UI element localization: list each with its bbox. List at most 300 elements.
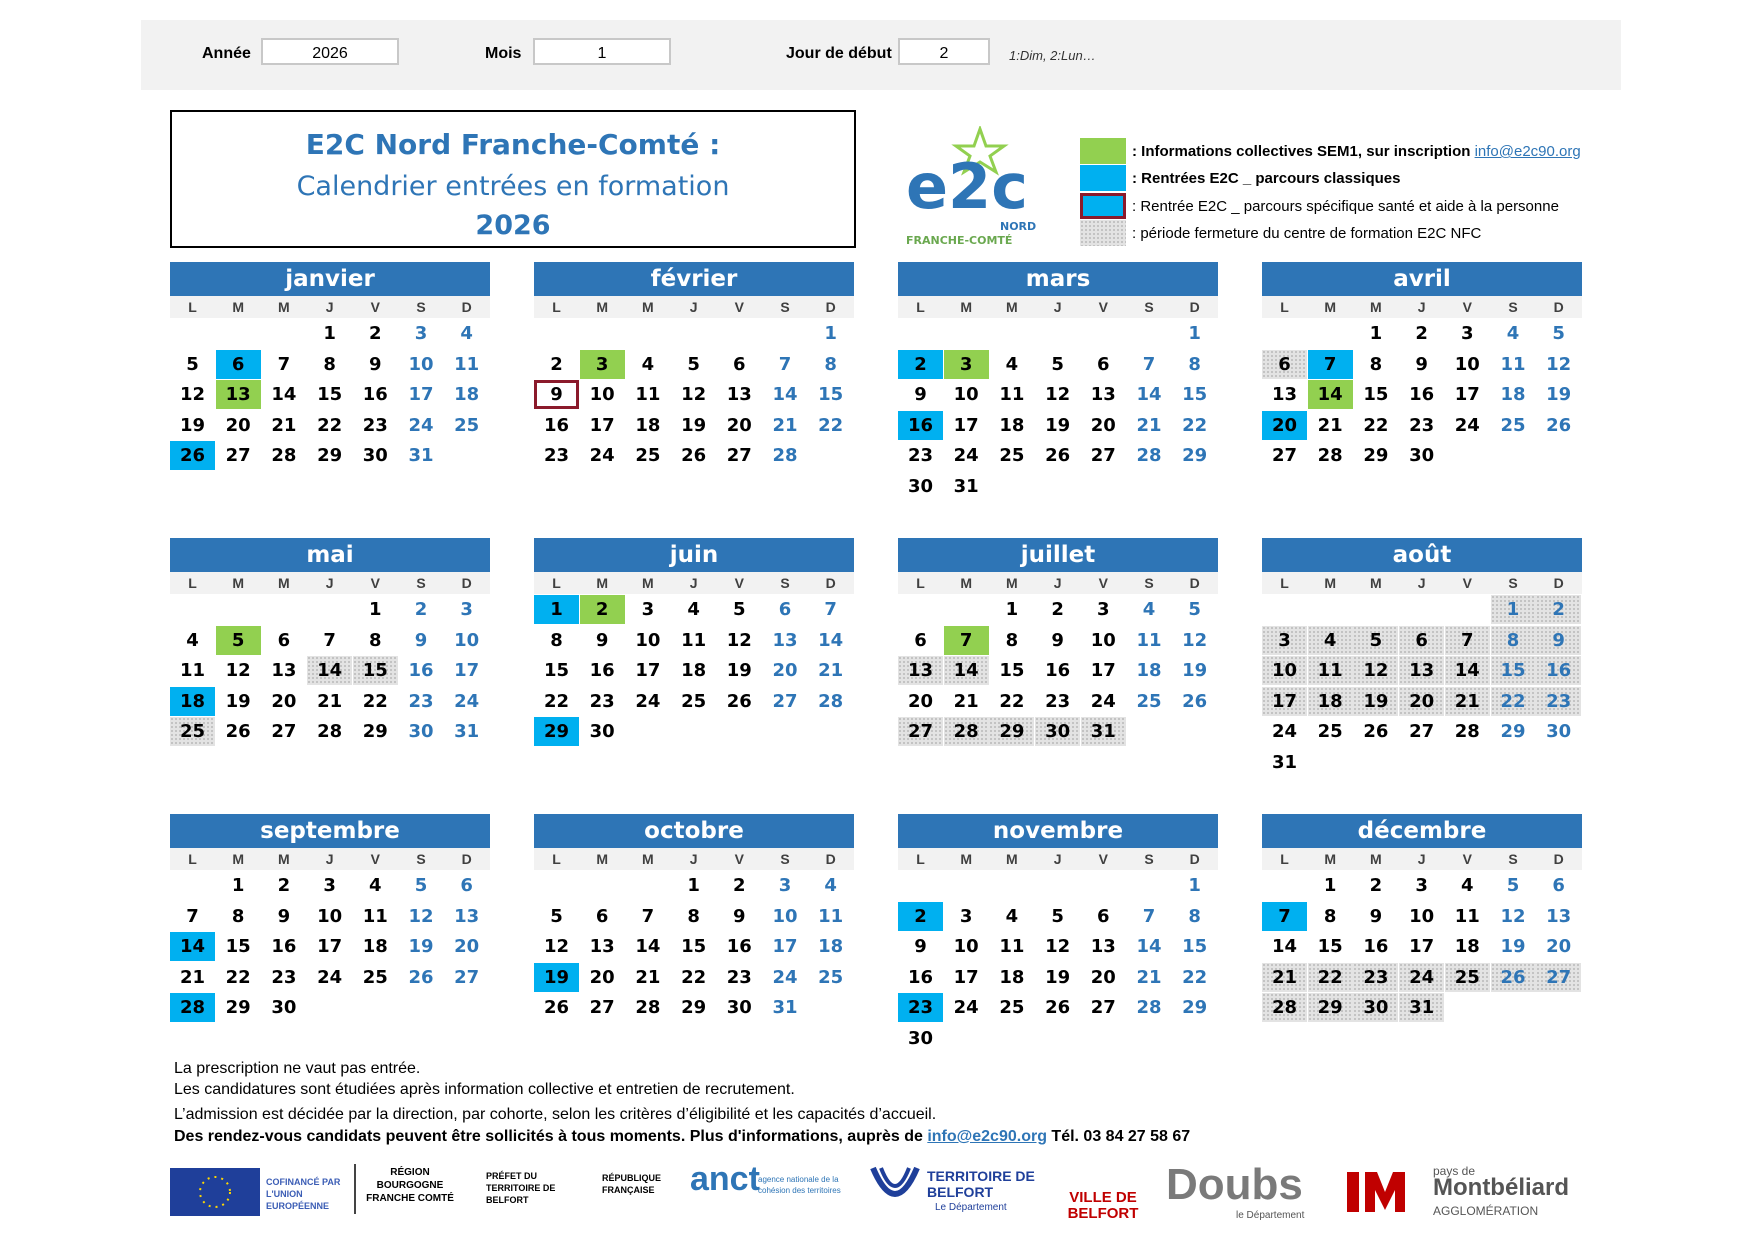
- day-cell: 10: [454, 629, 480, 651]
- day-cell: 11: [999, 936, 1025, 957]
- weekday-label: D: [825, 575, 836, 591]
- day-cell: 6: [1399, 626, 1444, 655]
- jour-debut-input[interactable]: 2: [898, 38, 990, 65]
- day-cell: 17: [317, 936, 343, 957]
- day-cell: 24: [772, 966, 798, 988]
- day-cell: 26: [1491, 963, 1536, 992]
- weekday-label: M: [642, 299, 654, 315]
- day-cell: 8: [1188, 353, 1201, 375]
- weekday-label: M: [232, 851, 245, 867]
- legend-text-red: : Rentrée E2C _ parcours spécifique santé et aide à la personne: [1132, 198, 1559, 215]
- day-cell: 26: [170, 441, 215, 470]
- day-cell: 13: [1271, 384, 1298, 405]
- day-cell: 21: [271, 414, 297, 436]
- day-cell: 23: [726, 966, 752, 988]
- day-cell: 12: [543, 936, 570, 957]
- weekday-label: M: [596, 851, 609, 867]
- day-cell: 11: [635, 384, 661, 405]
- weekday-header-row: [534, 296, 854, 318]
- day-cell: 18: [1308, 687, 1353, 716]
- day-cell: 17: [953, 966, 979, 988]
- day-cell: 8: [1491, 626, 1536, 655]
- day-cell: 5: [414, 875, 428, 896]
- day-cell: 19: [179, 414, 206, 436]
- day-cell: 31: [1081, 717, 1126, 746]
- day-cell: 14: [772, 384, 798, 405]
- weekday-label: L: [552, 575, 561, 591]
- day-cell: 27: [898, 717, 943, 746]
- weekday-label: J: [689, 851, 698, 867]
- day-cell: 18: [454, 384, 480, 405]
- day-cell: 5: [216, 626, 261, 655]
- weekday-header-row: [534, 572, 854, 594]
- day-cell: 12: [225, 660, 251, 681]
- day-cell: 21: [818, 660, 844, 681]
- prefet-text: PRÉFET DU TERRITOIRE DE BELFORT: [486, 1171, 556, 1205]
- day-cell: 26: [1045, 445, 1071, 466]
- day-cell: 17: [408, 384, 434, 405]
- day-cell: 12: [681, 384, 707, 405]
- day-cell: 4: [460, 323, 473, 344]
- note-line-2: Les candidatures sont étudiées après information collective et entretien de recrutement.: [174, 1081, 795, 1098]
- day-cell: 5: [186, 353, 199, 375]
- day-cell: 2: [1415, 323, 1428, 344]
- day-cell: 16: [543, 414, 570, 436]
- day-cell: 15: [1363, 384, 1389, 405]
- weekday-label: L: [188, 851, 197, 867]
- month-12: [1262, 814, 1582, 1056]
- day-cell: 24: [953, 445, 979, 466]
- day-cell: 7: [1308, 350, 1353, 379]
- weekday-label: M: [1006, 575, 1018, 591]
- day-cell: 10: [317, 905, 343, 927]
- legend-row-info-collectives: [1080, 138, 1620, 164]
- day-cell: 27: [1090, 445, 1116, 466]
- day-cell: 23: [408, 690, 434, 712]
- day-cell: 27: [454, 966, 480, 988]
- day-cell: 5: [1051, 353, 1064, 375]
- day-cell: 12: [1045, 936, 1071, 957]
- weekday-label: V: [1098, 851, 1108, 867]
- day-cell: 19: [1182, 660, 1208, 681]
- day-cell: 11: [1308, 656, 1353, 685]
- month-header: mars: [898, 262, 1218, 296]
- day-cell: 31: [772, 997, 798, 1018]
- note-email-link[interactable]: info@e2c90.org: [927, 1128, 1047, 1145]
- days-grid: [170, 318, 490, 504]
- weekday-label: L: [1280, 575, 1289, 591]
- day-cell: 15: [818, 384, 844, 405]
- month-2: [534, 262, 854, 504]
- day-cell: 18: [818, 936, 844, 957]
- weekday-label: J: [1053, 575, 1062, 591]
- month-header: avril: [1262, 262, 1582, 296]
- day-cell: 8: [1323, 905, 1337, 927]
- weekday-label: M: [278, 851, 290, 867]
- day-cell: 27: [1271, 445, 1298, 466]
- weekday-header-row: [1262, 572, 1582, 594]
- day-cell: 2: [580, 595, 625, 624]
- note-line-4: [174, 1128, 1190, 1146]
- weekday-label: M: [232, 575, 245, 591]
- weekday-label: V: [734, 299, 744, 315]
- day-cell: 13: [216, 380, 261, 409]
- e2c-logo: [900, 126, 1040, 251]
- day-cell: 20: [589, 966, 615, 988]
- day-cell: 19: [1045, 414, 1071, 436]
- days-grid: [534, 870, 854, 1056]
- month-header: août: [1262, 538, 1582, 572]
- day-cell: 22: [317, 414, 343, 436]
- mois-label: Mois: [485, 45, 522, 62]
- day-cell: 7: [778, 353, 792, 375]
- weekday-label: S: [1144, 299, 1154, 315]
- day-cell: 30: [726, 997, 752, 1018]
- day-cell: 1: [1491, 595, 1536, 624]
- day-cell: 19: [1546, 384, 1572, 405]
- mois-input[interactable]: 1: [533, 38, 671, 65]
- day-cell: 9: [595, 629, 609, 651]
- day-cell: 22: [1363, 414, 1389, 436]
- month-4: [1262, 262, 1582, 504]
- day-cell: 16: [408, 660, 434, 681]
- day-cell: 21: [635, 966, 661, 988]
- day-cell: 19: [408, 936, 434, 957]
- day-cell: 30: [1035, 717, 1080, 746]
- day-cell: 23: [1409, 414, 1435, 436]
- day-cell: 10: [953, 936, 979, 957]
- title-line-2: Calendrier entrées en formation: [296, 171, 730, 202]
- day-cell: 9: [369, 353, 382, 375]
- day-cell: 19: [534, 963, 579, 992]
- day-cell: 23: [543, 445, 570, 466]
- day-cell: 4: [687, 599, 700, 620]
- day-cell: 1: [687, 875, 700, 896]
- days-grid: [170, 594, 490, 780]
- days-grid: [1262, 594, 1582, 780]
- e2c-logo-graphic: [900, 126, 1040, 251]
- day-cell: 14: [1136, 384, 1162, 405]
- weekday-label: D: [825, 299, 836, 315]
- weekday-label: S: [1508, 299, 1518, 315]
- day-cell: 12: [1500, 905, 1526, 927]
- day-cell: 3: [323, 875, 336, 896]
- weekday-label: M: [1324, 575, 1337, 591]
- weekday-label: M: [596, 575, 609, 591]
- day-cell: 24: [589, 445, 615, 466]
- days-grid: [170, 870, 490, 1056]
- day-cell: 10: [635, 629, 661, 651]
- day-cell: 28: [1454, 721, 1480, 742]
- day-cell: 15: [317, 384, 343, 405]
- day-cell: 31: [408, 445, 434, 466]
- day-cell: 16: [589, 660, 615, 681]
- legend-email-link[interactable]: info@e2c90.org: [1474, 143, 1581, 160]
- weekday-label: D: [461, 851, 472, 867]
- day-cell: 15: [543, 660, 570, 681]
- day-cell: 13: [726, 384, 752, 405]
- day-cell: 5: [1051, 905, 1064, 927]
- day-cell: 9: [1051, 629, 1064, 651]
- day-cell: 12: [1353, 656, 1398, 685]
- legend-text-blue: : Rentrées E2C _ parcours classiques: [1132, 170, 1401, 187]
- day-cell: 15: [1491, 656, 1536, 685]
- day-cell: 16: [1536, 656, 1581, 685]
- day-cell: 10: [1454, 353, 1480, 375]
- day-cell: 15: [1182, 384, 1208, 405]
- day-cell: 6: [460, 875, 473, 896]
- day-cell: 12: [179, 384, 206, 405]
- logo-nord-text: NORD: [1000, 220, 1037, 233]
- weekday-label: M: [278, 299, 290, 315]
- day-cell: 10: [772, 905, 798, 927]
- day-cell: 15: [225, 936, 251, 957]
- day-cell: 1: [1323, 875, 1337, 896]
- day-cell: 8: [550, 629, 563, 651]
- weekday-label: M: [1370, 575, 1382, 591]
- day-cell: 8: [824, 353, 837, 375]
- day-cell: 1: [369, 599, 382, 620]
- day-cell: 1: [1188, 323, 1201, 344]
- month-header: mai: [170, 538, 490, 572]
- weekday-header-row: [534, 848, 854, 870]
- day-cell: 8: [231, 905, 245, 927]
- days-grid: [1262, 870, 1582, 1056]
- day-cell: 9: [914, 384, 927, 405]
- day-cell: 5: [550, 905, 563, 927]
- day-cell: 11: [179, 660, 206, 681]
- day-cell: 15: [1317, 936, 1343, 957]
- weekday-label: M: [1006, 299, 1018, 315]
- day-cell: 23: [271, 966, 297, 988]
- day-cell: 14: [1445, 656, 1490, 685]
- day-cell: 30: [1353, 993, 1398, 1022]
- day-cell: 25: [635, 445, 661, 466]
- day-cell: 13: [1399, 656, 1444, 685]
- legend-swatch-closed: [1080, 220, 1126, 246]
- weekday-label: M: [960, 575, 973, 591]
- day-cell: 9: [414, 629, 428, 651]
- region-text: RÉGION BOURGOGNE FRANCHE COMTÉ: [366, 1167, 454, 1204]
- day-cell: 2: [550, 353, 563, 375]
- day-cell: 29: [317, 445, 343, 466]
- day-cell: 23: [1353, 963, 1398, 992]
- day-cell: 28: [1317, 445, 1343, 466]
- day-cell: 3: [641, 599, 655, 620]
- month-header: juin: [534, 538, 854, 572]
- legend-row-rentree-sante: [1080, 193, 1620, 219]
- day-cell: 3: [1097, 599, 1110, 620]
- day-cell: 1: [323, 323, 336, 344]
- weekday-header-row: [898, 848, 1218, 870]
- weekday-label: L: [552, 851, 561, 867]
- day-cell: 13: [589, 936, 615, 957]
- day-cell: 5: [687, 353, 700, 375]
- doubs-text: Doubs: [1166, 1160, 1303, 1209]
- day-cell: 28: [772, 445, 798, 466]
- day-cell: 8: [1369, 353, 1383, 375]
- day-cell: 18: [170, 687, 215, 716]
- weekday-label: M: [1006, 851, 1018, 867]
- day-cell: 30: [907, 1027, 934, 1049]
- days-grid: [534, 594, 854, 780]
- day-cell: 25: [1136, 690, 1162, 712]
- legend-swatch-blue: [1080, 165, 1126, 191]
- weekday-label: M: [596, 299, 609, 315]
- weekday-label: J: [1417, 299, 1426, 315]
- day-cell: 15: [999, 660, 1025, 681]
- logo-region: [366, 1160, 456, 1235]
- weekday-label: V: [734, 575, 744, 591]
- day-cell: 18: [635, 414, 661, 436]
- note-line-3: L’admission est décidée par la direction, par cohorte, selon les critères d’éligibilité et les capacités d’accueil.: [174, 1106, 937, 1123]
- month-8: [1262, 538, 1582, 780]
- day-cell: 28: [271, 445, 297, 466]
- day-cell: 9: [534, 380, 579, 409]
- day-cell: 2: [1369, 875, 1383, 896]
- month-10: [534, 814, 854, 1056]
- weekday-label: S: [416, 851, 426, 867]
- weekday-label: J: [1417, 575, 1426, 591]
- day-cell: 25: [1445, 963, 1490, 992]
- legend-text-closed: : période fermeture du centre de formation E2C NFC: [1132, 225, 1482, 242]
- territoire-text: TERRITOIRE DE BELFORT: [927, 1168, 1035, 1200]
- day-cell: 17: [454, 660, 480, 681]
- weekday-label: J: [689, 575, 698, 591]
- day-cell: 11: [454, 353, 480, 375]
- day-cell: 22: [225, 966, 251, 988]
- parameter-bar: [141, 20, 1621, 90]
- day-cell: 20: [1399, 687, 1444, 716]
- weekday-label: J: [325, 299, 334, 315]
- day-cell: 2: [733, 875, 746, 896]
- day-cell: 4: [1005, 905, 1019, 927]
- logo-anct: [690, 1160, 840, 1235]
- day-cell: 27: [1409, 721, 1435, 742]
- note-line-4-text: Des rendez-vous candidats peuvent être sollicités à tous moments. Plus d'informations, auprès de: [174, 1128, 928, 1145]
- day-cell: 20: [1262, 411, 1307, 440]
- month-header: octobre: [534, 814, 854, 848]
- days-grid: [898, 594, 1218, 780]
- weekday-label: M: [960, 299, 973, 315]
- day-cell: 18: [999, 966, 1025, 988]
- day-cell: 25: [999, 445, 1025, 466]
- day-cell: 22: [681, 966, 707, 988]
- day-cell: 14: [635, 936, 661, 957]
- day-cell: 1: [1369, 323, 1383, 344]
- day-cell: 28: [944, 717, 989, 746]
- day-cell: 24: [1271, 721, 1298, 742]
- day-cell: 7: [323, 629, 336, 651]
- weekday-label: L: [188, 575, 197, 591]
- weekday-label: L: [552, 299, 561, 315]
- day-cell: 1: [231, 875, 245, 896]
- logo-e2c-text: e2c: [906, 150, 1028, 223]
- day-cell: 30: [362, 445, 388, 466]
- day-cell: 8: [1188, 905, 1201, 927]
- republique-text: RÉPUBLIQUE FRANÇAISE: [602, 1173, 662, 1195]
- day-cell: 9: [733, 905, 746, 927]
- day-cell: 30: [271, 997, 297, 1018]
- day-cell: 26: [726, 690, 752, 712]
- day-cell: 25: [362, 966, 388, 988]
- day-cell: 24: [953, 997, 979, 1018]
- day-cell: 6: [733, 353, 746, 375]
- day-cell: 5: [1506, 875, 1520, 896]
- day-cell: 18: [1500, 384, 1526, 405]
- day-cell: 28: [1262, 993, 1307, 1022]
- day-cell: 2: [898, 902, 943, 931]
- day-cell: 27: [271, 721, 297, 742]
- weekday-label: M: [960, 851, 973, 867]
- day-cell: 25: [170, 717, 215, 746]
- day-cell: 14: [307, 656, 352, 685]
- weekday-header-row: [1262, 848, 1582, 870]
- day-cell: 3: [1415, 875, 1428, 896]
- logo-divider: [354, 1164, 356, 1214]
- weekday-label: L: [188, 299, 197, 315]
- day-cell: 10: [408, 353, 434, 375]
- day-cell: 16: [1363, 936, 1389, 957]
- day-cell: 13: [1090, 384, 1116, 405]
- day-cell: 15: [681, 936, 707, 957]
- day-cell: 7: [641, 905, 655, 927]
- day-cell: 16: [898, 411, 943, 440]
- anct-text: anct: [690, 1160, 760, 1198]
- weekday-label: J: [1053, 851, 1062, 867]
- day-cell: 16: [726, 936, 752, 957]
- weekday-label: L: [916, 851, 925, 867]
- day-cell: 4: [641, 353, 655, 375]
- day-cell: 11: [1454, 905, 1480, 927]
- day-cell: 25: [1500, 414, 1526, 436]
- day-cell: 29: [225, 997, 251, 1018]
- day-cell: 4: [1506, 323, 1520, 344]
- jour-debut-hint: 1:Dim, 2:Lun…: [1009, 48, 1096, 63]
- day-cell: 2: [414, 599, 428, 620]
- day-cell: 22: [818, 414, 844, 436]
- day-cell: 10: [1262, 656, 1307, 685]
- day-cell: 3: [1262, 626, 1307, 655]
- weekday-label: D: [1553, 299, 1564, 315]
- title-line-1: E2C Nord Franche-Comté :: [305, 128, 721, 161]
- weekday-label: V: [370, 575, 380, 591]
- annee-input[interactable]: 2026: [261, 38, 399, 65]
- annee-label: Année: [202, 45, 251, 62]
- day-cell: 26: [225, 721, 251, 742]
- day-cell: 21: [1317, 414, 1343, 436]
- day-cell: 18: [681, 660, 707, 681]
- weekday-label: D: [1189, 851, 1200, 867]
- day-cell: 27: [772, 690, 798, 712]
- weekday-label: M: [1370, 851, 1382, 867]
- day-cell: 27: [225, 445, 251, 466]
- day-cell: 12: [1546, 353, 1572, 375]
- day-cell: 6: [1552, 875, 1565, 896]
- day-cell: 21: [1136, 414, 1162, 436]
- day-cell: 4: [1308, 626, 1353, 655]
- day-cell: 3: [580, 350, 625, 379]
- weekday-label: L: [1280, 299, 1289, 315]
- day-cell: 18: [999, 414, 1025, 436]
- day-cell: 20: [225, 414, 251, 436]
- weekday-label: M: [278, 575, 290, 591]
- day-cell: 16: [362, 384, 388, 405]
- weekday-label: D: [1553, 575, 1564, 591]
- day-cell: 7: [1445, 626, 1490, 655]
- day-cell: 19: [726, 660, 752, 681]
- weekday-label: S: [780, 299, 790, 315]
